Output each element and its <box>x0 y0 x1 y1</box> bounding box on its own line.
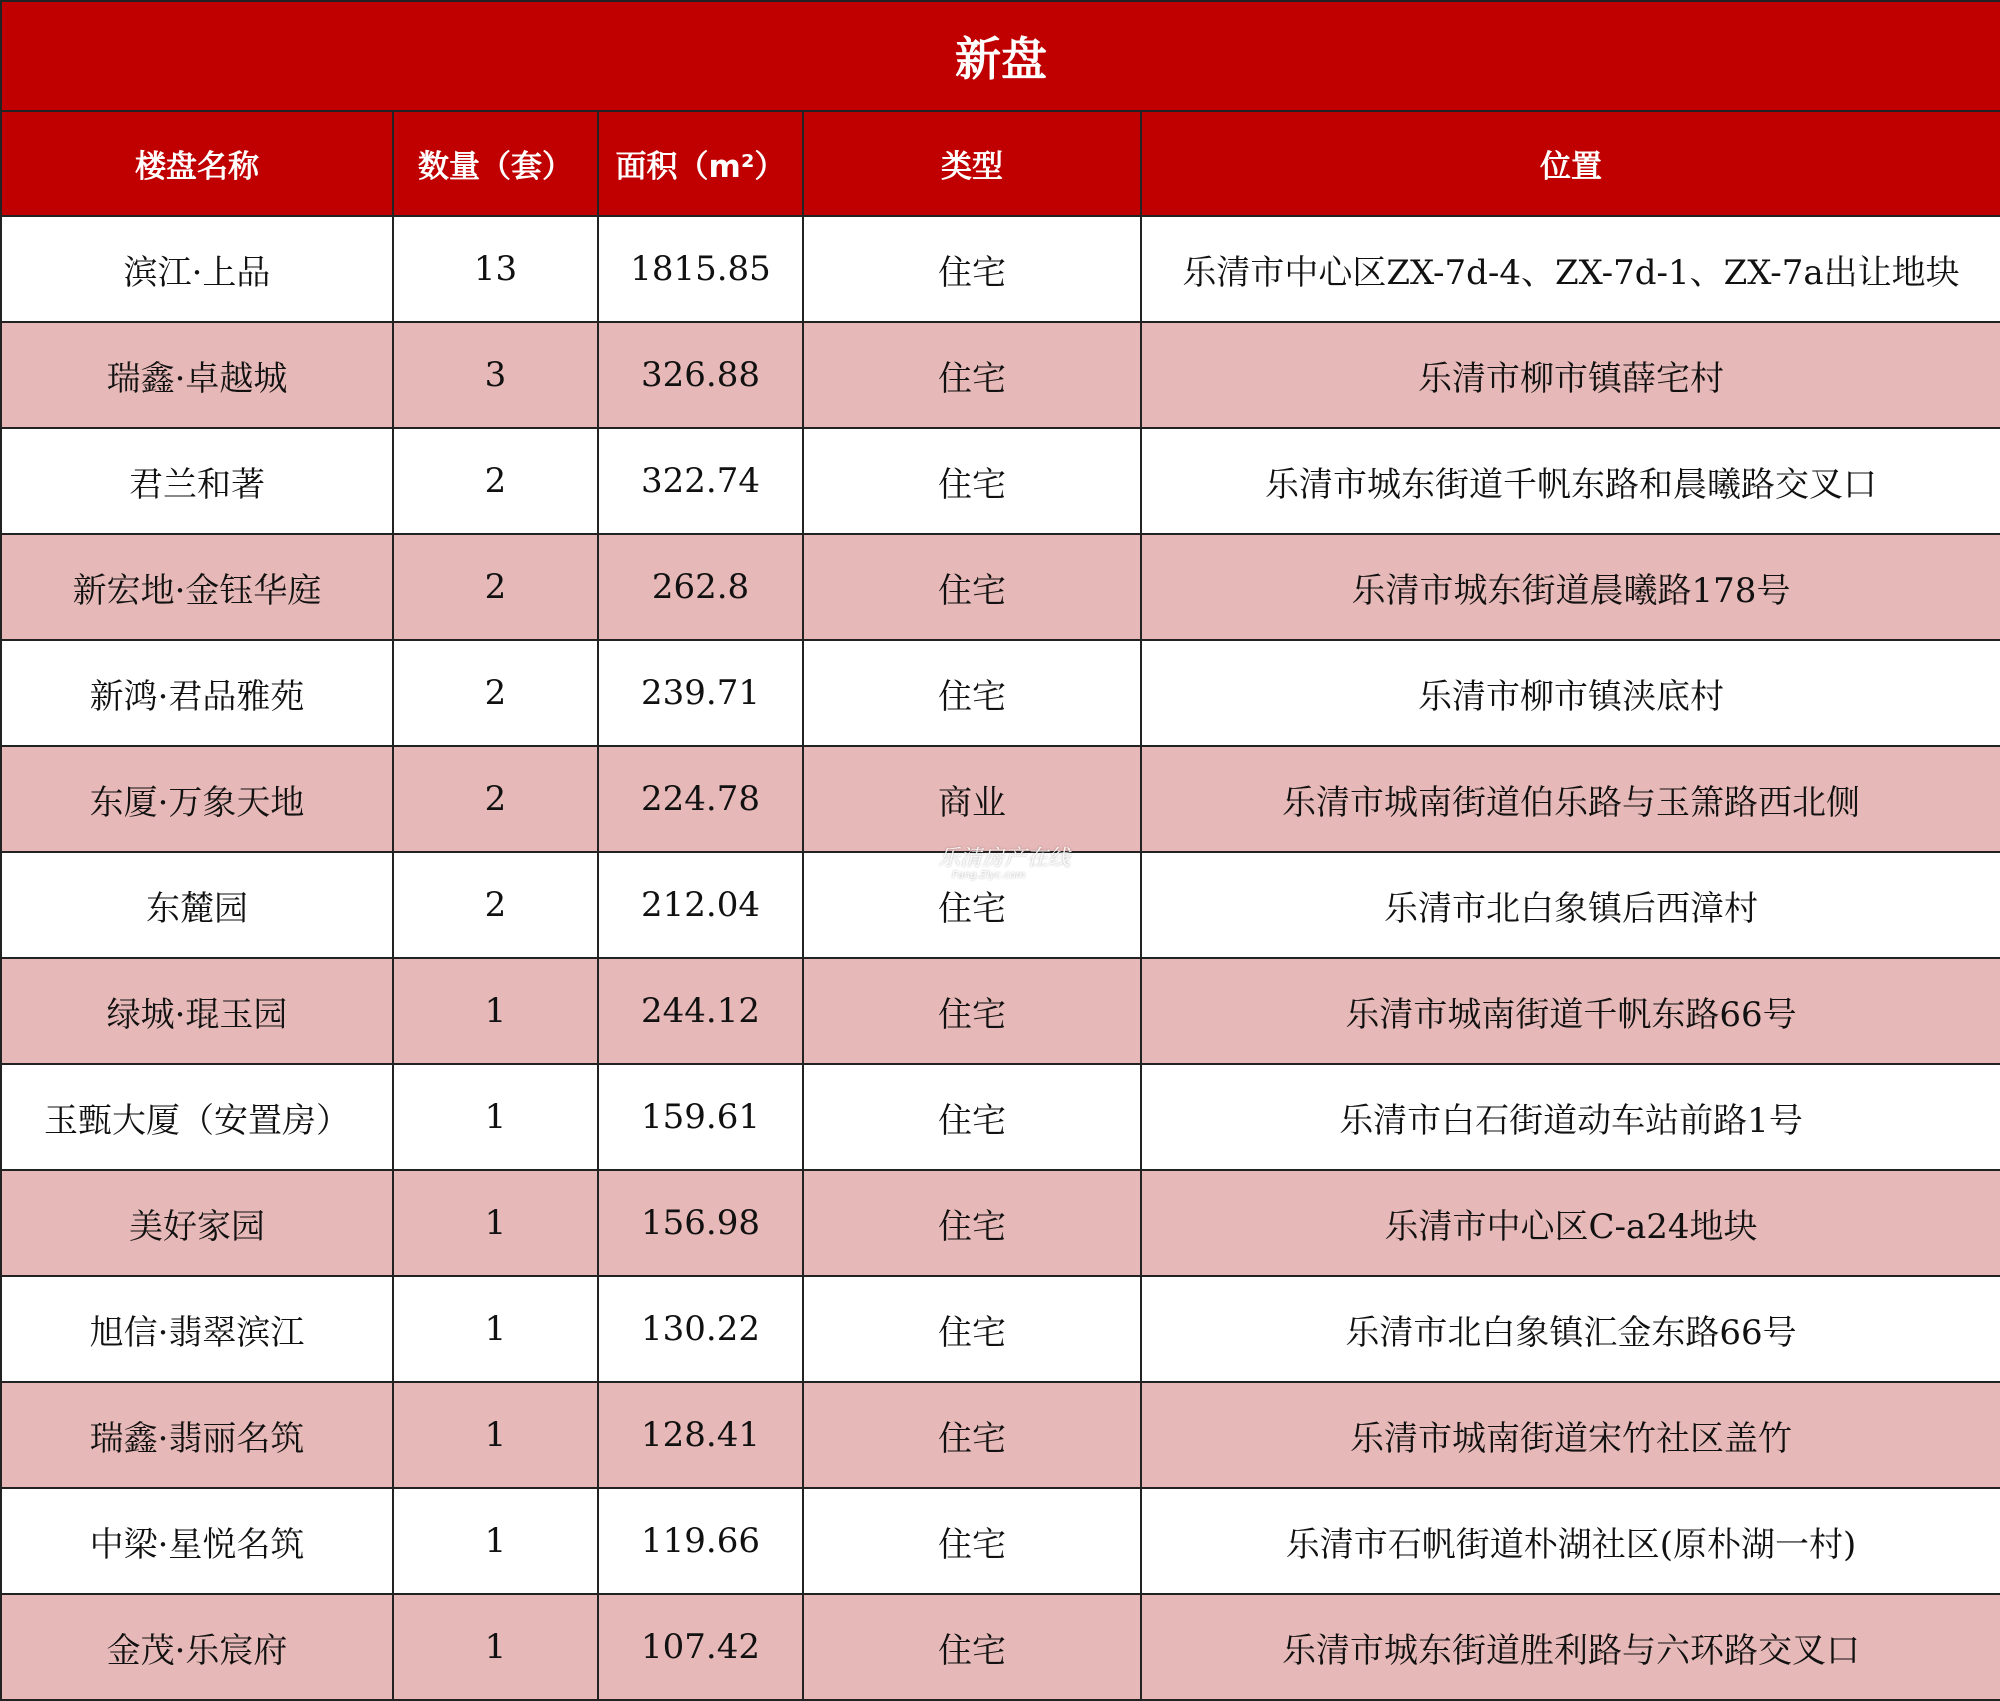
table-row <box>1 1064 2000 1170</box>
cell-area: 156.98 <box>598 1170 803 1276</box>
table-row <box>1 216 2000 322</box>
table-row <box>1 746 2000 852</box>
cell-location: 乐清市石帆街道朴湖社区(原朴湖一村) <box>1141 1488 2000 1594</box>
table-row <box>1 322 2000 428</box>
table-row <box>1 428 2000 534</box>
cell-type: 住宅 <box>803 1276 1141 1382</box>
cell-type: 住宅 <box>803 640 1141 746</box>
cell-area: 326.88 <box>598 322 803 428</box>
cell-area: 128.41 <box>598 1382 803 1488</box>
cell-area: 224.78 <box>598 746 803 852</box>
cell-location: 乐清市城南街道宋竹社区盖竹 <box>1141 1382 2000 1488</box>
cell-location: 乐清市北白象镇后西漳村 <box>1141 852 2000 958</box>
header-name: 楼盘名称 <box>1 111 393 216</box>
cell-name: 瑞鑫·翡丽名筑 <box>1 1382 393 1488</box>
cell-area: 107.42 <box>598 1594 803 1700</box>
cell-location: 乐清市城南街道伯乐路与玉箫路西北侧 <box>1141 746 2000 852</box>
cell-count: 1 <box>393 1276 598 1382</box>
cell-name: 新鸿·君品雅苑 <box>1 640 393 746</box>
cell-area: 239.71 <box>598 640 803 746</box>
cell-location: 乐清市中心区ZX-7d-4、ZX-7d-1、ZX-7a出让地块 <box>1141 216 2000 322</box>
table-row <box>1 534 2000 640</box>
cell-area: 1815.85 <box>598 216 803 322</box>
cell-count: 2 <box>393 640 598 746</box>
cell-type: 住宅 <box>803 1382 1141 1488</box>
header-area: 面积（m²） <box>598 111 803 216</box>
cell-type: 住宅 <box>803 1488 1141 1594</box>
cell-name: 滨江·上品 <box>1 216 393 322</box>
cell-count: 2 <box>393 746 598 852</box>
cell-type: 住宅 <box>803 534 1141 640</box>
cell-count: 1 <box>393 1382 598 1488</box>
cell-name: 金茂·乐宸府 <box>1 1594 393 1700</box>
cell-name: 瑞鑫·卓越城 <box>1 322 393 428</box>
cell-location: 乐清市城南街道千帆东路66号 <box>1141 958 2000 1064</box>
cell-name: 玉甄大厦（安置房） <box>1 1064 393 1170</box>
cell-location: 乐清市柳市镇薛宅村 <box>1141 322 2000 428</box>
cell-name: 中梁·星悦名筑 <box>1 1488 393 1594</box>
header-row <box>1 111 2000 216</box>
table-row <box>1 852 2000 958</box>
table-row <box>1 1382 2000 1488</box>
cell-area: 262.8 <box>598 534 803 640</box>
cell-type: 住宅 <box>803 322 1141 428</box>
header-location: 位置 <box>1141 111 2000 216</box>
cell-location: 乐清市城东街道胜利路与六环路交叉口 <box>1141 1594 2000 1700</box>
cell-count: 1 <box>393 1488 598 1594</box>
cell-count: 2 <box>393 534 598 640</box>
cell-count: 13 <box>393 216 598 322</box>
cell-location: 乐清市柳市镇浃底村 <box>1141 640 2000 746</box>
table-row <box>1 958 2000 1064</box>
cell-count: 1 <box>393 1594 598 1700</box>
cell-name: 旭信·翡翠滨江 <box>1 1276 393 1382</box>
table-title-row <box>1 1 2000 111</box>
table-body <box>1 216 2000 1700</box>
cell-area: 212.04 <box>598 852 803 958</box>
header-count: 数量（套） <box>393 111 598 216</box>
cell-location: 乐清市城东街道晨曦路178号 <box>1141 534 2000 640</box>
cell-location: 乐清市中心区C-a24地块 <box>1141 1170 2000 1276</box>
table-row <box>1 640 2000 746</box>
table-row <box>1 1170 2000 1276</box>
cell-name: 绿城·琨玉园 <box>1 958 393 1064</box>
cell-type: 商业 <box>803 746 1141 852</box>
cell-name: 君兰和著 <box>1 428 393 534</box>
table-row <box>1 1276 2000 1382</box>
cell-location: 乐清市北白象镇汇金东路66号 <box>1141 1276 2000 1382</box>
cell-location: 乐清市白石街道动车站前路1号 <box>1141 1064 2000 1170</box>
cell-count: 2 <box>393 852 598 958</box>
watermark-text: 乐清房产在线 <box>938 846 1071 871</box>
cell-type: 住宅 <box>803 1170 1141 1276</box>
table-row <box>1 1488 2000 1594</box>
cell-type: 住宅 <box>803 216 1141 322</box>
table-row <box>1 1594 2000 1700</box>
cell-area: 119.66 <box>598 1488 803 1594</box>
cell-area: 322.74 <box>598 428 803 534</box>
cell-type: 住宅 <box>803 852 1141 958</box>
cell-count: 3 <box>393 322 598 428</box>
cell-count: 1 <box>393 1170 598 1276</box>
cell-name: 东厦·万象天地 <box>1 746 393 852</box>
cell-count: 1 <box>393 1064 598 1170</box>
cell-name: 东麓园 <box>1 852 393 958</box>
cell-area: 159.61 <box>598 1064 803 1170</box>
watermark-subtext: Fang.Zlyc.com <box>952 870 1026 881</box>
cell-type: 住宅 <box>803 428 1141 534</box>
cell-area: 244.12 <box>598 958 803 1064</box>
table-title: 新盘 <box>1 1 2000 111</box>
cell-location: 乐清市城东街道千帆东路和晨曦路交叉口 <box>1141 428 2000 534</box>
cell-type: 住宅 <box>803 1594 1141 1700</box>
cell-count: 2 <box>393 428 598 534</box>
cell-type: 住宅 <box>803 958 1141 1064</box>
cell-name: 美好家园 <box>1 1170 393 1276</box>
header-type: 类型 <box>803 111 1141 216</box>
cell-name: 新宏地·金钰华庭 <box>1 534 393 640</box>
cell-count: 1 <box>393 958 598 1064</box>
cell-type: 住宅 <box>803 1064 1141 1170</box>
cell-area: 130.22 <box>598 1276 803 1382</box>
